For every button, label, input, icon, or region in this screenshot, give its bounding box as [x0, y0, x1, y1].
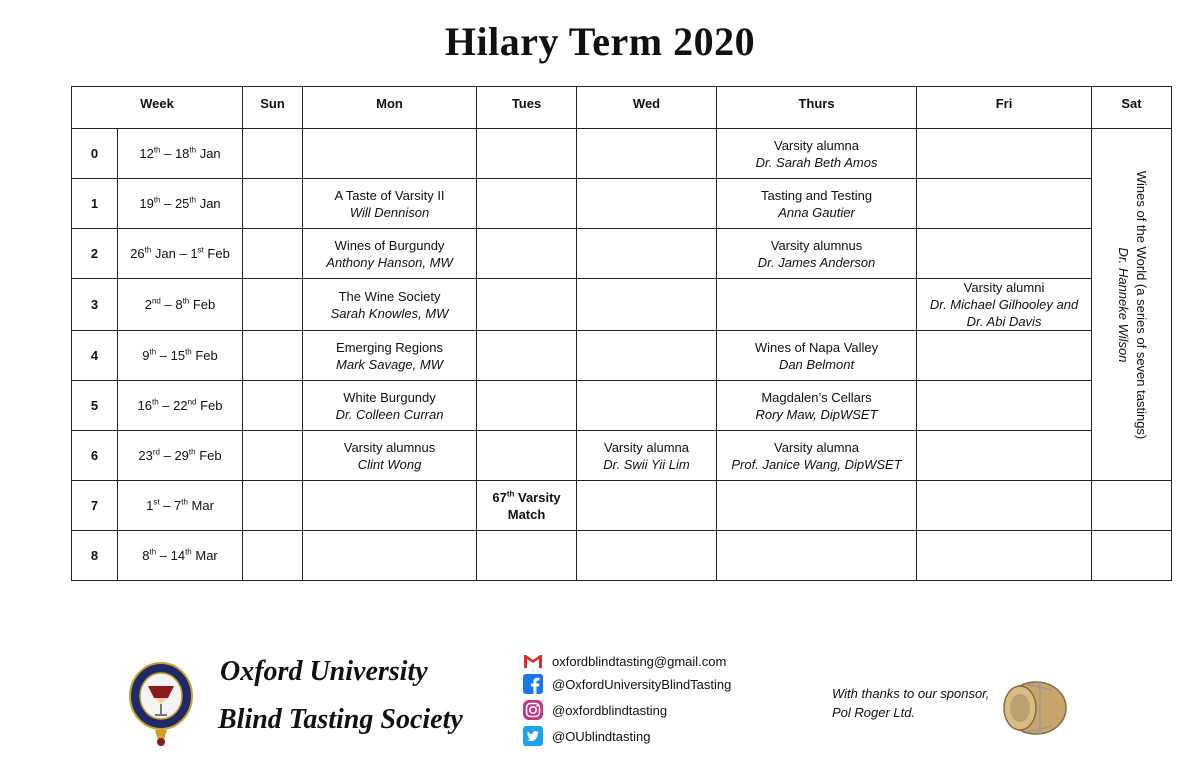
event-cell-mon — [303, 279, 477, 331]
facebook-icon — [522, 673, 544, 695]
event-name: Magdalen’s Cellars — [761, 389, 872, 405]
header-thurs: Thurs — [717, 87, 917, 129]
event-host: Rory Maw, DipWSET — [755, 406, 878, 422]
week-dates: 9th – 15th Feb — [118, 331, 243, 381]
empty-cell-wed — [577, 229, 717, 279]
event-host: Prof. Janice Wang, DipWSET — [731, 456, 902, 472]
header-mon: Mon — [303, 87, 477, 129]
society-crest-logo — [128, 656, 194, 748]
week-row — [72, 531, 1172, 581]
week-row — [72, 279, 1172, 331]
event-cell-mon — [303, 229, 477, 279]
event-cell-mon — [303, 179, 477, 229]
gmail-icon — [522, 650, 544, 672]
week-number: 4 — [72, 331, 118, 381]
event-name: A Taste of Varsity II — [334, 187, 445, 203]
week-number: 1 — [72, 179, 118, 229]
event-name: White Burgundy — [343, 389, 436, 405]
facebook-contact[interactable] — [522, 673, 731, 695]
empty-cell-tues — [477, 279, 577, 331]
champagne-cork-icon — [996, 668, 1072, 744]
term-calendar-table — [71, 86, 1172, 581]
event-host: Dr. Sarah Beth Amos — [755, 154, 878, 170]
event-cell-wed — [577, 431, 717, 481]
empty-cell-sun — [243, 279, 303, 331]
empty-cell-fri — [917, 531, 1092, 581]
event-name: Varsity Match — [507, 489, 561, 522]
week-dates: 16th – 22nd Feb — [118, 381, 243, 431]
event-host: Dr. Swii Yii Lim — [603, 456, 690, 472]
event-host: Dr. Colleen Curran — [335, 406, 444, 422]
society-name-line1: Oxford University — [220, 656, 428, 687]
empty-cell-wed — [577, 531, 717, 581]
header-sun: Sun — [243, 87, 303, 129]
event-host: Dr. Michael Gilhooley and Dr. Abi Davis — [929, 297, 1079, 329]
week-dates: 26th Jan – 1st Feb — [118, 229, 243, 279]
empty-cell-fri — [917, 431, 1092, 481]
event-host: Will Dennison — [349, 204, 430, 220]
event-name: Emerging Regions — [336, 339, 443, 355]
event-name: Varsity alumna — [604, 439, 690, 455]
empty-cell-tues — [477, 431, 577, 481]
empty-cell-tues — [477, 531, 577, 581]
week-dates: 19th – 25th Jan — [118, 179, 243, 229]
empty-cell-fri — [917, 179, 1092, 229]
event-name: Tasting and Testing — [760, 187, 873, 203]
empty-cell-sun — [243, 179, 303, 229]
sponsor-thanks: With thanks to our sponsor, Pol Roger Ltd. — [832, 686, 990, 720]
week-row — [72, 381, 1172, 431]
empty-cell-tues — [477, 229, 577, 279]
header-fri: Fri — [917, 87, 1092, 129]
saturday-series-cell — [1092, 129, 1172, 481]
event-cell-thurs — [717, 381, 917, 431]
instagram-handle: @oxfordblindtasting — [552, 702, 668, 718]
event-host: Dan Belmont — [778, 356, 855, 372]
empty-cell-mon — [303, 481, 477, 531]
empty-cell-fri — [917, 331, 1092, 381]
week-number: 8 — [72, 531, 118, 581]
event-cell-thurs — [717, 229, 917, 279]
empty-cell-sun — [243, 481, 303, 531]
week-dates: 23rd – 29th Feb — [118, 431, 243, 481]
empty-cell-wed — [577, 129, 717, 179]
week-row — [72, 129, 1172, 179]
event-name: Varsity alumna — [774, 439, 860, 455]
event-host: Mark Savage, MW — [336, 356, 443, 372]
empty-cell-sun — [243, 229, 303, 279]
event-cell-fri — [917, 279, 1092, 331]
week-dates: 12th – 18th Jan — [118, 129, 243, 179]
empty-cell-fri — [917, 229, 1092, 279]
empty-cell-sat — [1092, 531, 1172, 581]
twitter-handle: @OUblindtasting — [552, 728, 651, 744]
event-host: Anna Gautier — [778, 204, 855, 220]
header-tues: Tues — [477, 87, 577, 129]
empty-cell-sun — [243, 431, 303, 481]
empty-cell-fri — [917, 381, 1092, 431]
instagram-contact[interactable] — [522, 699, 667, 721]
empty-cell-mon — [303, 129, 477, 179]
event-cell-thurs — [717, 129, 917, 179]
empty-cell-wed — [577, 481, 717, 531]
week-dates: 1st – 7th Mar — [118, 481, 243, 531]
page-title: Hilary Term 2020 — [444, 19, 756, 64]
empty-cell-wed — [577, 179, 717, 229]
week-dates: 2nd – 8th Feb — [118, 279, 243, 331]
header-row — [72, 87, 1172, 129]
week-row — [72, 229, 1172, 279]
week-dates: 8th – 14th Mar — [118, 531, 243, 581]
saturday-series-host: Dr. Hanneke Wilson — [1115, 246, 1131, 363]
week-number: 3 — [72, 279, 118, 331]
empty-cell-sun — [243, 381, 303, 431]
twitter-contact[interactable] — [522, 725, 650, 747]
event-host: Dr. James Anderson — [757, 254, 876, 270]
empty-cell-wed — [577, 381, 717, 431]
event-name: Wines of Napa Valley — [754, 339, 879, 355]
event-cell-mon — [303, 331, 477, 381]
empty-cell-tues — [477, 331, 577, 381]
empty-cell-sun — [243, 531, 303, 581]
saturday-series-name: Wines of the World (a series of seven tastings) — [1133, 170, 1149, 439]
empty-cell-sat — [1092, 481, 1172, 531]
event-name: Varsity alumni — [963, 280, 1045, 295]
week-number: 5 — [72, 381, 118, 431]
empty-cell-sun — [243, 331, 303, 381]
week-number: 6 — [72, 431, 118, 481]
email-text: oxfordblindtasting@gmail.com — [552, 653, 727, 669]
header-wed: Wed — [577, 87, 717, 129]
event-name: Varsity alumnus — [770, 237, 863, 253]
week-row — [72, 331, 1172, 381]
empty-cell-tues — [477, 381, 577, 431]
week-number: 0 — [72, 129, 118, 179]
header-week: Week — [72, 87, 243, 129]
event-name: Wines of Burgundy — [334, 237, 445, 253]
empty-cell-wed — [577, 331, 717, 381]
event-host: Anthony Hanson, MW — [326, 254, 453, 270]
event-name: Varsity alumnus — [343, 439, 436, 455]
event-name: The Wine Society — [338, 288, 441, 304]
empty-cell-fri — [917, 481, 1092, 531]
event-cell-tues: 67th Varsity Match — [477, 481, 577, 531]
week-row — [72, 179, 1172, 229]
empty-cell-fri — [917, 129, 1092, 179]
empty-cell-thurs — [717, 481, 917, 531]
facebook-handle: @OxfordUniversityBlindTasting — [552, 676, 732, 692]
event-cell-mon — [303, 431, 477, 481]
week-row — [72, 481, 1172, 531]
instagram-icon — [522, 699, 544, 721]
event-cell-thurs — [717, 179, 917, 229]
header-sat: Sat — [1092, 87, 1172, 129]
empty-cell-thurs — [717, 279, 917, 331]
empty-cell-tues — [477, 129, 577, 179]
event-cell-thurs — [717, 331, 917, 381]
email-contact[interactable] — [522, 650, 726, 672]
empty-cell-wed — [577, 279, 717, 331]
event-host: Sarah Knowles, MW — [330, 305, 449, 321]
empty-cell-sun — [243, 129, 303, 179]
week-row — [72, 431, 1172, 481]
event-name: Varsity alumna — [774, 137, 860, 153]
event-cell-mon — [303, 381, 477, 431]
empty-cell-tues — [477, 179, 577, 229]
week-number: 7 — [72, 481, 118, 531]
society-name-line2: Blind Tasting Society — [218, 704, 463, 735]
week-number: 2 — [72, 229, 118, 279]
empty-cell-thurs — [717, 531, 917, 581]
event-host: Clint Wong — [357, 456, 422, 472]
empty-cell-mon — [303, 531, 477, 581]
event-cell-thurs — [717, 431, 917, 481]
twitter-icon — [522, 725, 544, 747]
